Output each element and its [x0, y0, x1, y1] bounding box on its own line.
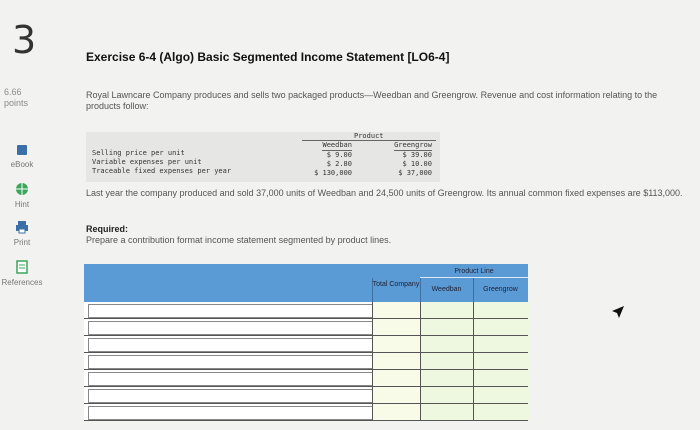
greengrow-column [386, 141, 432, 178]
greengrow-input[interactable] [473, 336, 529, 352]
greengrow-input[interactable] [473, 404, 529, 420]
row-label-input[interactable] [88, 372, 410, 386]
total-input[interactable] [372, 404, 421, 420]
greengrow-header: Greengrow [483, 286, 518, 293]
total-input[interactable] [372, 387, 421, 403]
print-label: Print [13, 238, 31, 247]
cell-value: $ 2.80 [326, 160, 352, 168]
weedban-input[interactable] [420, 387, 474, 403]
table-row [84, 353, 528, 370]
weedban-input[interactable] [420, 336, 474, 352]
question-number: 3 [12, 18, 37, 62]
column-header: Greengrow [394, 141, 432, 149]
product-line-header: Product Line [454, 268, 494, 275]
cell-value: $ 9.00 [326, 151, 352, 159]
cell-value: $ 10.00 [402, 160, 432, 168]
weedban-column [312, 141, 352, 178]
total-input[interactable] [372, 353, 421, 369]
cell-value: $ 37,000 [398, 169, 432, 177]
exercise-paragraph: Last year the company produced and sold 37,000 units of Weedban and 24,500 units of Greengrow. Its annual common fixed expenses are $113,000. [86, 188, 683, 198]
ebook-button[interactable] [0, 144, 44, 169]
row-label: Selling price per unit [92, 149, 185, 157]
weedban-input[interactable] [420, 370, 474, 386]
print-button[interactable] [0, 220, 44, 247]
hint-label: Hint [14, 200, 30, 209]
table-row [84, 302, 528, 319]
total-input[interactable] [372, 319, 421, 335]
references-label: References [1, 278, 43, 287]
row-labels [92, 149, 231, 176]
table-row [84, 336, 528, 353]
greengrow-input[interactable] [473, 387, 529, 403]
weedban-input[interactable] [420, 319, 474, 335]
cell-value: $ 130,000 [314, 169, 352, 177]
row-label: Variable expenses per unit [92, 158, 202, 166]
exercise-intro: Royal Lawncare Company produces and sells two packaged products—Weedban and Greengrow. Revenue and cost information relating to the products follow: [86, 90, 658, 111]
total-input[interactable] [372, 336, 421, 352]
total-input[interactable] [372, 302, 421, 318]
greengrow-input[interactable] [473, 370, 529, 386]
required-text: Prepare a contribution format income statement segmented by product lines. [86, 235, 392, 245]
table-row [84, 387, 528, 404]
required-block [86, 224, 391, 246]
row-label-input[interactable] [88, 338, 410, 352]
hint-button[interactable] [0, 182, 44, 209]
row-label-input[interactable] [88, 355, 410, 369]
table-row [84, 319, 528, 336]
greengrow-input[interactable] [473, 353, 529, 369]
row-label-input[interactable] [88, 406, 410, 420]
weedban-header: Weedban [431, 286, 462, 293]
table-row [84, 370, 528, 387]
total-input[interactable] [372, 370, 421, 386]
ebook-label: eBook [10, 160, 34, 169]
weedban-input[interactable] [420, 404, 474, 420]
document-icon [0, 260, 44, 276]
points-label: 6.66 points [4, 87, 29, 108]
income-statement-grid [84, 264, 528, 430]
cell-value: $ 39.00 [402, 151, 432, 159]
grid-header [84, 264, 528, 302]
references-button[interactable] [0, 260, 44, 287]
row-label-input[interactable] [88, 304, 410, 318]
product-info-table [86, 132, 440, 182]
total-company-header: Total Company [372, 281, 420, 288]
row-label: Traceable fixed expenses per year [92, 167, 232, 175]
required-label: Required: [86, 224, 129, 234]
greengrow-input[interactable] [473, 302, 529, 318]
table-row [84, 404, 528, 421]
exercise-title: Exercise 6-4 (Algo) Basic Segmented Income Statement [LO6-4] [86, 50, 450, 64]
weedban-input[interactable] [420, 302, 474, 318]
globe-icon [0, 182, 44, 198]
weedban-input[interactable] [420, 353, 474, 369]
book-icon [0, 144, 44, 158]
product-group-header: Product [354, 132, 384, 140]
mouse-pointer-icon [611, 305, 625, 319]
printer-icon [0, 220, 44, 236]
row-label-input[interactable] [88, 389, 410, 403]
column-header: Weedban [322, 141, 352, 149]
greengrow-input[interactable] [473, 319, 529, 335]
row-label-input[interactable] [88, 321, 410, 335]
